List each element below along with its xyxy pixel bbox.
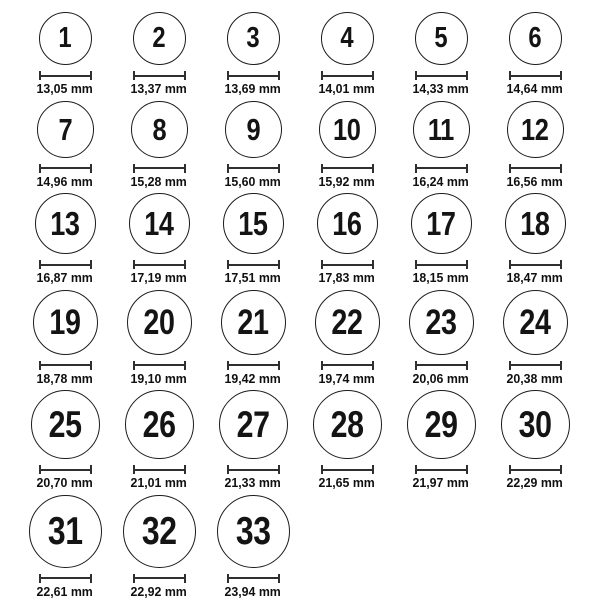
ring-size-number: 7	[58, 111, 72, 147]
ring-size-number: 13	[50, 205, 80, 242]
ring-size-cell	[394, 12, 488, 96]
ring-size-number: 16	[332, 205, 362, 242]
diameter-ruler-icon	[39, 71, 92, 80]
ruler-line	[135, 75, 184, 77]
ring-size-number: 22	[331, 302, 363, 342]
diameter-ruler-icon	[39, 260, 92, 269]
ring-size-cell	[394, 390, 488, 490]
ring-size-number: 26	[142, 404, 176, 445]
ring-circle	[317, 193, 378, 254]
diameter-label: 22,61 mm	[36, 583, 94, 599]
ruler-line	[229, 577, 278, 579]
ring-size-cell	[18, 101, 112, 189]
diameter-label: 23,94 mm	[224, 583, 282, 599]
diameter-label: 20,38 mm	[506, 370, 564, 386]
ring-size-cell	[488, 290, 582, 386]
diameter-label: 17,19 mm	[130, 270, 188, 285]
ring-size-cell	[488, 390, 582, 490]
diameter-label: 15,28 mm	[130, 173, 188, 189]
ring-size-cell	[206, 12, 300, 96]
ruler-line	[135, 577, 184, 579]
ruler-line	[323, 264, 372, 266]
diameter-label: 21,01 mm	[130, 475, 188, 490]
diameter-label: 18,47 mm	[506, 270, 564, 285]
ring-size-cell	[18, 390, 112, 490]
ring-size-number: 11	[427, 111, 455, 147]
ring-size-cell	[300, 193, 394, 285]
diameter-ruler-icon	[227, 260, 280, 269]
ruler-line	[417, 167, 466, 169]
ruler-line	[41, 167, 90, 169]
diameter-ruler-icon	[39, 574, 92, 583]
diameter-ruler-icon	[133, 164, 186, 173]
diameter-ruler-icon	[415, 71, 468, 80]
ring-size-cell	[488, 101, 582, 189]
ruler-line	[511, 364, 560, 366]
ring-size-cell	[112, 495, 206, 599]
diameter-ruler-icon	[321, 260, 374, 269]
diameter-ruler-icon	[509, 260, 562, 269]
ring-circle	[131, 101, 188, 158]
ring-circle	[31, 390, 100, 459]
ruler-line	[511, 264, 560, 266]
ring-circle	[221, 290, 286, 355]
diameter-ruler-icon	[227, 574, 280, 583]
ring-size-cell	[300, 12, 394, 96]
diameter-label: 21,65 mm	[318, 475, 376, 490]
ring-size-cell	[18, 495, 112, 599]
diameter-ruler-icon	[133, 465, 186, 474]
diameter-ruler-icon	[321, 361, 374, 370]
ring-circle	[319, 101, 376, 158]
diameter-label: 13,05 mm	[36, 81, 94, 96]
diameter-ruler-icon	[415, 164, 468, 173]
ruler-line	[323, 167, 372, 169]
ring-size-cell	[112, 193, 206, 285]
ring-size-number: 18	[520, 205, 550, 242]
diameter-label: 19,42 mm	[224, 370, 282, 386]
diameter-label: 14,64 mm	[506, 81, 564, 96]
diameter-ruler-icon	[415, 465, 468, 474]
diameter-label: 14,96 mm	[36, 173, 94, 189]
ring-circle	[415, 12, 468, 65]
diameter-label: 18,78 mm	[36, 370, 94, 386]
ruler-line	[511, 167, 560, 169]
ring-size-number: 28	[330, 404, 364, 445]
ring-size-number: 27	[236, 404, 270, 445]
ring-circle	[227, 12, 280, 65]
diameter-ruler-icon	[321, 164, 374, 173]
ruler-line	[229, 167, 278, 169]
ring-size-cell	[488, 193, 582, 285]
ring-circle	[29, 495, 102, 568]
diameter-ruler-icon	[509, 361, 562, 370]
ring-size-number: 20	[143, 302, 175, 342]
ring-circle	[501, 390, 570, 459]
ruler-line	[135, 264, 184, 266]
ring-size-number: 3	[246, 22, 260, 54]
ruler-line	[417, 75, 466, 77]
ring-size-cell	[18, 290, 112, 386]
diameter-ruler-icon	[509, 71, 562, 80]
ring-size-cell	[300, 101, 394, 189]
ring-size-cell	[300, 390, 394, 490]
diameter-label: 21,33 mm	[224, 475, 282, 490]
ring-circle	[503, 290, 568, 355]
ring-size-number: 32	[141, 509, 177, 553]
ruler-line	[135, 469, 184, 471]
diameter-label: 14,33 mm	[412, 81, 470, 96]
diameter-label: 17,83 mm	[318, 270, 376, 285]
diameter-label: 19,10 mm	[130, 370, 188, 386]
diameter-ruler-icon	[321, 465, 374, 474]
ring-size-cell	[206, 101, 300, 189]
ring-size-number: 14	[144, 205, 174, 242]
ring-circle	[37, 101, 94, 158]
ring-size-number: 10	[333, 111, 361, 147]
ring-size-cell	[394, 290, 488, 386]
ring-size-cell	[112, 290, 206, 386]
ring-circle	[315, 290, 380, 355]
ruler-line	[229, 264, 278, 266]
ring-size-number: 21	[237, 302, 269, 342]
ruler-line	[41, 469, 90, 471]
ring-circle	[407, 390, 476, 459]
diameter-ruler-icon	[227, 71, 280, 80]
ring-circle	[125, 390, 194, 459]
ring-circle	[409, 290, 474, 355]
diameter-label: 13,37 mm	[130, 81, 188, 96]
ring-circle	[219, 390, 288, 459]
diameter-ruler-icon	[39, 164, 92, 173]
ring-size-cell	[206, 193, 300, 285]
ring-size-number: 24	[519, 302, 551, 342]
diameter-ruler-icon	[321, 71, 374, 80]
diameter-label: 20,70 mm	[36, 475, 94, 490]
ring-size-cell	[206, 495, 300, 599]
ring-circle	[321, 12, 374, 65]
ring-circle	[509, 12, 562, 65]
diameter-label: 22,92 mm	[130, 583, 188, 599]
ruler-line	[417, 469, 466, 471]
ring-size-number: 19	[49, 302, 81, 342]
ring-circle	[225, 101, 282, 158]
diameter-label: 21,97 mm	[412, 475, 470, 490]
ring-circle	[39, 12, 92, 65]
ring-size-number: 6	[528, 22, 542, 54]
ring-circle	[507, 101, 564, 158]
ruler-line	[229, 469, 278, 471]
ring-circle	[413, 101, 470, 158]
ruler-line	[41, 364, 90, 366]
diameter-label: 20,06 mm	[412, 370, 470, 386]
diameter-label: 14,01 mm	[318, 81, 376, 96]
ring-size-number: 2	[152, 22, 166, 54]
ring-size-number: 17	[426, 205, 456, 242]
diameter-label: 16,56 mm	[506, 173, 564, 189]
ring-size-number: 33	[235, 509, 271, 553]
diameter-ruler-icon	[227, 465, 280, 474]
diameter-label: 16,87 mm	[36, 270, 94, 285]
ring-size-number: 4	[340, 22, 354, 54]
ring-size-number: 12	[521, 111, 549, 147]
ring-size-number: 30	[518, 404, 552, 445]
ruler-line	[323, 364, 372, 366]
diameter-ruler-icon	[415, 260, 468, 269]
ruler-line	[229, 364, 278, 366]
ruler-line	[41, 75, 90, 77]
ring-size-number: 9	[246, 111, 260, 147]
ring-size-cell	[18, 193, 112, 285]
ring-size-number: 1	[58, 22, 72, 54]
diameter-ruler-icon	[133, 574, 186, 583]
ruler-line	[135, 167, 184, 169]
ruler-line	[511, 469, 560, 471]
ring-size-cell	[394, 101, 488, 189]
ring-circle	[33, 290, 98, 355]
diameter-ruler-icon	[227, 164, 280, 173]
ruler-line	[511, 75, 560, 77]
ruler-line	[135, 364, 184, 366]
ring-size-cell	[18, 12, 112, 96]
ring-size-number: 29	[424, 404, 458, 445]
ring-size-number: 25	[48, 404, 82, 445]
diameter-label: 18,15 mm	[412, 270, 470, 285]
ring-size-number: 31	[47, 509, 83, 553]
ring-circle	[123, 495, 196, 568]
ring-circle	[217, 495, 290, 568]
ring-size-cell	[206, 390, 300, 490]
ruler-line	[41, 264, 90, 266]
ring-size-cell	[112, 12, 206, 96]
diameter-label: 15,92 mm	[318, 173, 376, 189]
ring-size-cell	[394, 193, 488, 285]
diameter-ruler-icon	[509, 465, 562, 474]
ring-circle	[505, 193, 566, 254]
ring-circle	[35, 193, 96, 254]
ring-size-cell	[488, 12, 582, 96]
ruler-line	[417, 364, 466, 366]
diameter-ruler-icon	[509, 164, 562, 173]
diameter-label: 19,74 mm	[318, 370, 376, 386]
diameter-label: 15,60 mm	[224, 173, 282, 189]
ring-size-cell	[112, 101, 206, 189]
ring-circle	[129, 193, 190, 254]
ring-circle	[223, 193, 284, 254]
ring-size-cell	[206, 290, 300, 386]
diameter-label: 13,69 mm	[224, 81, 282, 96]
ring-size-number: 8	[152, 111, 166, 147]
diameter-ruler-icon	[133, 260, 186, 269]
ring-circle	[127, 290, 192, 355]
ring-size-cell	[112, 390, 206, 490]
diameter-ruler-icon	[227, 361, 280, 370]
diameter-ruler-icon	[39, 361, 92, 370]
ring-circle	[411, 193, 472, 254]
diameter-ruler-icon	[133, 71, 186, 80]
ruler-line	[229, 75, 278, 77]
ring-size-number: 23	[425, 302, 457, 342]
ring-circle	[313, 390, 382, 459]
ruler-line	[323, 75, 372, 77]
ruler-line	[41, 577, 90, 579]
ruler-line	[323, 469, 372, 471]
ring-circle	[133, 12, 186, 65]
diameter-ruler-icon	[39, 465, 92, 474]
diameter-ruler-icon	[415, 361, 468, 370]
ring-size-cell	[300, 290, 394, 386]
diameter-ruler-icon	[133, 361, 186, 370]
ring-size-number: 5	[434, 22, 448, 54]
ring-size-number: 15	[238, 205, 268, 242]
ruler-line	[417, 264, 466, 266]
diameter-label: 22,29 mm	[506, 475, 564, 490]
diameter-label: 17,51 mm	[224, 270, 282, 285]
diameter-label: 16,24 mm	[412, 173, 470, 189]
